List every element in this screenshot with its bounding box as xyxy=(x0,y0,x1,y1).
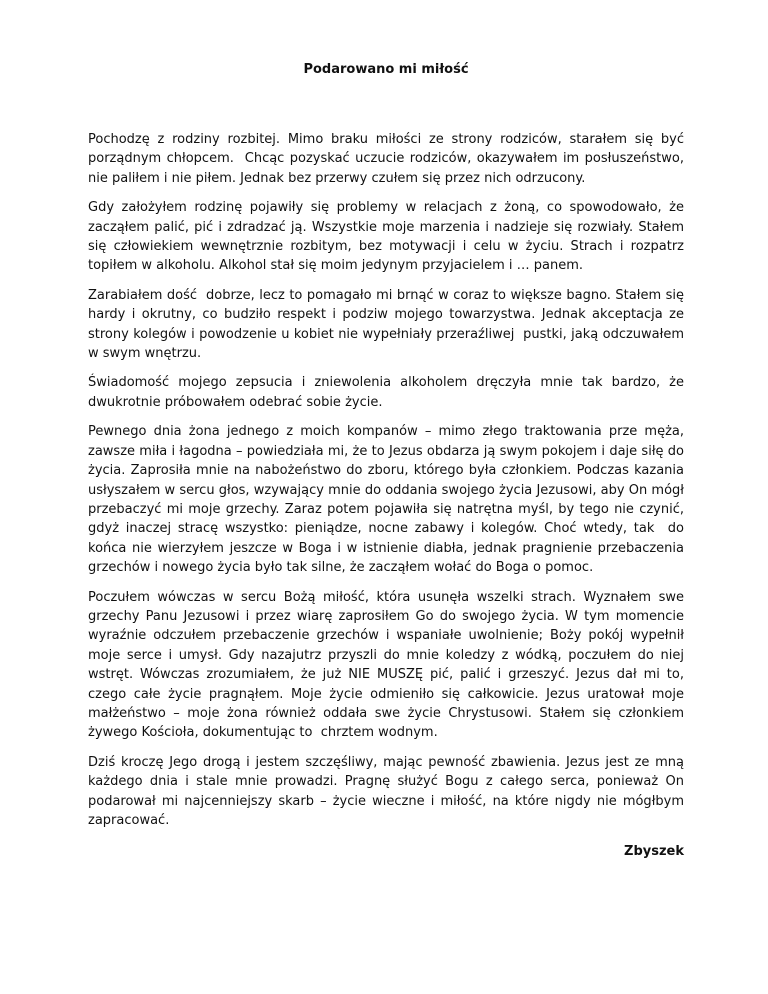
document-title: Podarowano mi miłość xyxy=(303,62,469,77)
document-page xyxy=(88,60,689,861)
paragraph-6: Poczułem wówczas w sercu Bożą miłość, która usunęła wszelki strach. Wyznałem swe grzechy Panu Jezusowi i przez wiarę zaprosiłem Go do swojego życia. W tym momencie wyraźnie odczułem przebaczenie grzechów i wspaniałe uwolnienie; Boży pokój wypełnił moje serce i umysł. Gdy nazajutrz przyszli do mnie koledzy z wódką, poczułem do niej wstręt. Wówczas zrozumiałem, że już NIE MUSZĘ pić, palić i grzeszyć. Jezus dał mi to, czego całe życie pragnąłem. Moje życie odmieniło się całkowicie. Jezus uratował moje małżeństwo – moje żona również oddała swe życie Chrystusowi. Stałem się członkiem żywego Kościoła, dokumentując to chrztem wodnym. xyxy=(88,589,689,741)
paragraph-2: Gdy założyłem rodzinę pojawiły się problemy w relacjach z żoną, co spowodowało, że zacząłem palić, pić i zdradzać ją. Wszystkie moje marzenia i nadzieje się rozwiały. Stałem się człowiekiem wewnętrznie rozbitym, bez motywacji i celu w życiu. Strach i rozpatrz topiłem w alkoholu. Alkohol stał się moim jedynym przyjacielem i … panem. xyxy=(88,200,689,274)
paragraph-5: Pewnego dnia żona jednego z moich kompanów – mimo złego traktowania prze męża, zawsze miła i łagodna – powiedziała mi, że to Jezus obdarza ją swym pokojem i daje siłę do życia. Zaprosiła mnie na nabożeństwo do zboru, którego była członkiem. Podczas kazania usłyszałem w sercu głos, wzywający mnie do oddania swojego życia Jezusowi, aby On mógł przebaczyć mi moje grzechy. Zaraz potem pojawiła się natrętna myśl, by tego nie czynić, gdyż inaczej stracę wszystko: pieniądze, nocne zabawy i kolegów. Choć wtedy, tak do końca nie wierzyłem jeszcze w Boga i w istnienie diabła, jednak pragnienie przebaczenia grzechów i nowego życia było tak silne, że zacząłem wołać do Boga o pomoc. xyxy=(88,424,689,576)
paragraph-3: Zarabiałem dość dobrze, lecz to pomagało mi brnąć w coraz to większe bagno. Stałem się hardy i okrutny, co budziło respekt i podziw mojego towarzystwa. Jednak akceptacja ze strony kolegów i powodzenie u kobiet nie wypełniały przeraźliwej pustki, jaką odczuwałem w swym wnętrzu. xyxy=(88,287,689,362)
paragraph-1: Pochodzę z rodziny rozbitej. Mimo braku miłości ze strony rodziców, starałem się być porządnym chłopcem. Chcąc pozyskać uczucie rodziców, okazywałem im posłuszeństwo, nie paliłem i nie piłem. Jednak bez przerwy czułem się przez nich odrzucony. xyxy=(88,132,689,186)
paragraph-4: Świadomość mojego zepsucia i zniewolenia alkoholem dręczyła mnie tak bardzo, że dwukrotnie próbowałem odebrać sobie życie. xyxy=(88,375,689,410)
author-signature: Zbyszek xyxy=(624,844,684,860)
paragraph-7: Dziś kroczę Jego drogą i jestem szczęśliwy, mając pewność zbawienia. Jezus jest ze mną każdego dnia i stale mnie prowadzi. Pragnę służyć Bogu z całego serca, ponieważ On podarował mi najcenniejszy skarb – życie wieczne i miłość, na które nigdy nie mógłbym zapracować. xyxy=(88,754,689,828)
